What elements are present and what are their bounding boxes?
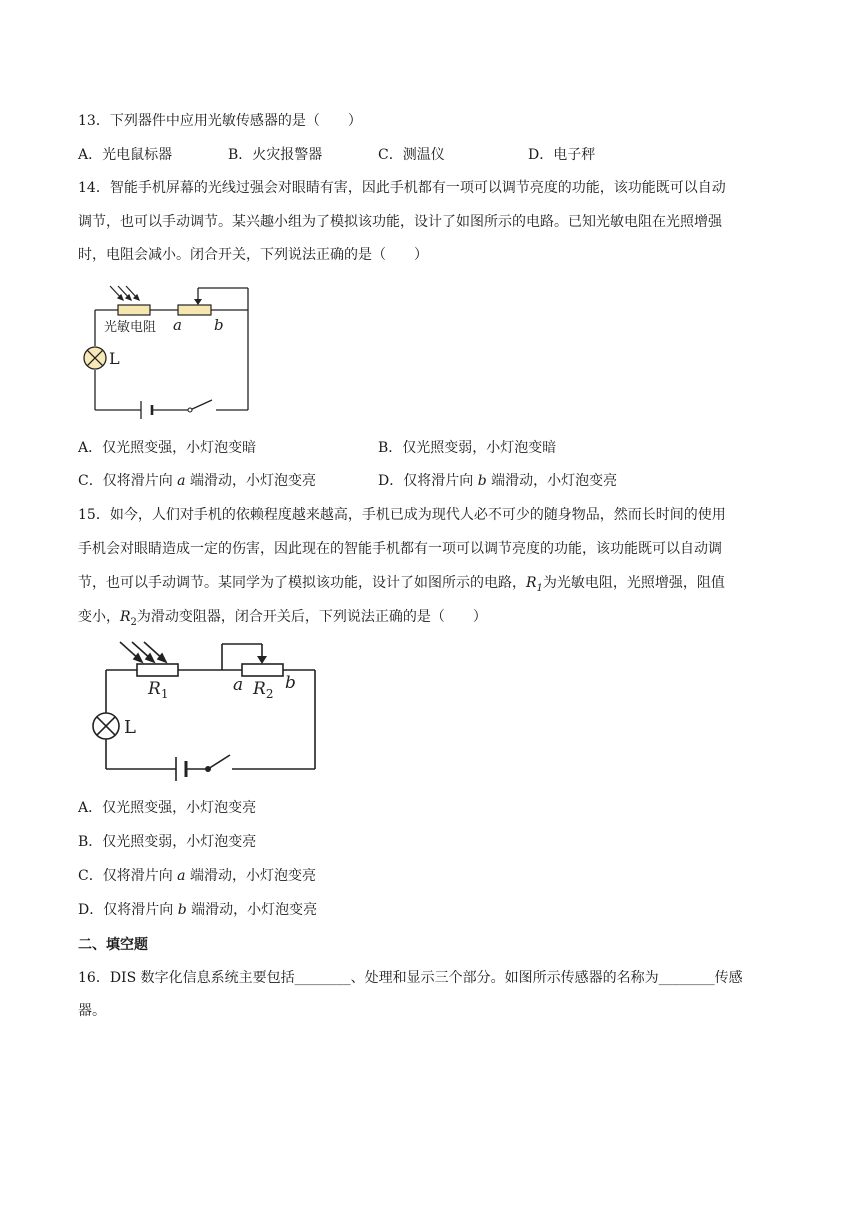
section-heading: 二、填空题 xyxy=(78,937,148,953)
q15-option-d: D．仅将滑片向 b 端滑动，小灯泡变亮 xyxy=(78,902,318,918)
q15-option-c: C．仅将滑片向 a 端滑动，小灯泡变亮 xyxy=(78,868,316,884)
q14-stem-line-3: 时，电阻会减小。闭合开关，下列说法正确的是（ ） xyxy=(78,247,428,263)
q14-option-c: C．仅将滑片向 a 端滑动，小灯泡变亮 xyxy=(78,473,316,489)
var-b: b xyxy=(177,902,187,918)
q15-stem-line-2: 手机会对眼睛造成一定的伤害，因此现在的智能手机都有一项可以调节亮度的功能，该功能既可以自动调 xyxy=(78,541,722,557)
switch-contact xyxy=(188,408,192,412)
lamp-label: L xyxy=(109,349,120,368)
light-arrows-icon xyxy=(110,286,139,300)
q15-stem-line-3: 节，也可以手动调节。某同学为了模拟该功能，设计了如图所示的电路，$R_1$为光敏电阻，光照增强，阻值 xyxy=(78,575,725,594)
r1-symbol: R xyxy=(526,575,537,591)
q13-option-c: C．测温仪 xyxy=(378,147,445,163)
var-a: a xyxy=(177,473,186,489)
q14-circuit-diagram xyxy=(78,282,258,414)
switch-contact xyxy=(205,766,211,772)
q14-option-d: D．仅将滑片向 b 端滑动，小灯泡变亮 xyxy=(378,473,618,489)
slider-arrow xyxy=(257,656,267,664)
q14-option-a: A．仅光照变强，小灯泡变暗 xyxy=(78,440,257,456)
q14-stem-line-2: 调节，也可以手动调节。某兴趣小组为了模拟该功能，设计了如图所示的电路。已知光敏电阻在光照增强 xyxy=(78,214,722,230)
r2-label: $R_2$ xyxy=(253,679,274,701)
terminal-a-label: a xyxy=(173,316,182,334)
lamp-icon xyxy=(84,347,106,369)
terminal-b-label: b xyxy=(285,673,296,693)
q13-stem: 13．下列器件中应用光敏传感器的是（ ） xyxy=(78,113,362,129)
q16-stem-line-2: 器。 xyxy=(78,1003,106,1019)
q15-option-b: B．仅光照变弱，小灯泡变亮 xyxy=(78,834,257,850)
q15-stem-line-4: 变小，$R_2$为滑动变阻器，闭合开关后，下列说法正确的是（ ） xyxy=(78,609,487,628)
terminal-a-label: a xyxy=(233,675,244,695)
lamp-label: L xyxy=(124,717,136,738)
r2-symbol: R xyxy=(120,609,131,625)
var-b: b xyxy=(477,473,487,489)
r2-resistor xyxy=(242,664,283,676)
rheostat-resistor xyxy=(178,305,211,315)
q15-circuit-diagram xyxy=(90,640,320,790)
q13-option-a: A．光电鼠标器 xyxy=(78,147,173,163)
q16-stem-line-1: 16．DIS 数字化信息系统主要包括________、处理和显示三个部分。如图所示传感器的名称为________传感 xyxy=(78,970,743,986)
battery-icon xyxy=(176,757,186,781)
terminal-b-label: b xyxy=(214,316,224,334)
q15-option-a: A．仅光照变强，小灯泡变亮 xyxy=(78,800,257,816)
q15-stem-line-1: 15．如今，人们对手机的依赖程度越来越高，手机已成为现代人必不可少的随身物品，然而长时间的使用 xyxy=(78,507,726,523)
battery-icon xyxy=(141,401,152,419)
slider-arrow xyxy=(194,299,202,305)
q14-stem-line-1: 14．智能手机屏幕的光线过强会对眼睛有害，因此手机都有一项可以调节亮度的功能，该功能既可以自动 xyxy=(78,180,726,196)
ldr-resistor xyxy=(118,305,150,315)
r1-resistor xyxy=(137,664,178,676)
q14-option-b: B．仅光照变弱，小灯泡变暗 xyxy=(378,440,557,456)
ldr-label: 光敏电阻 xyxy=(104,320,157,335)
r1-label: $R_1$ xyxy=(148,679,169,701)
light-arrows-icon xyxy=(120,642,166,662)
q13-option-b: B．火灾报警器 xyxy=(228,147,323,163)
q13-option-d: D．电子秤 xyxy=(528,147,596,163)
var-a: a xyxy=(177,868,186,884)
lamp-icon xyxy=(93,713,119,739)
